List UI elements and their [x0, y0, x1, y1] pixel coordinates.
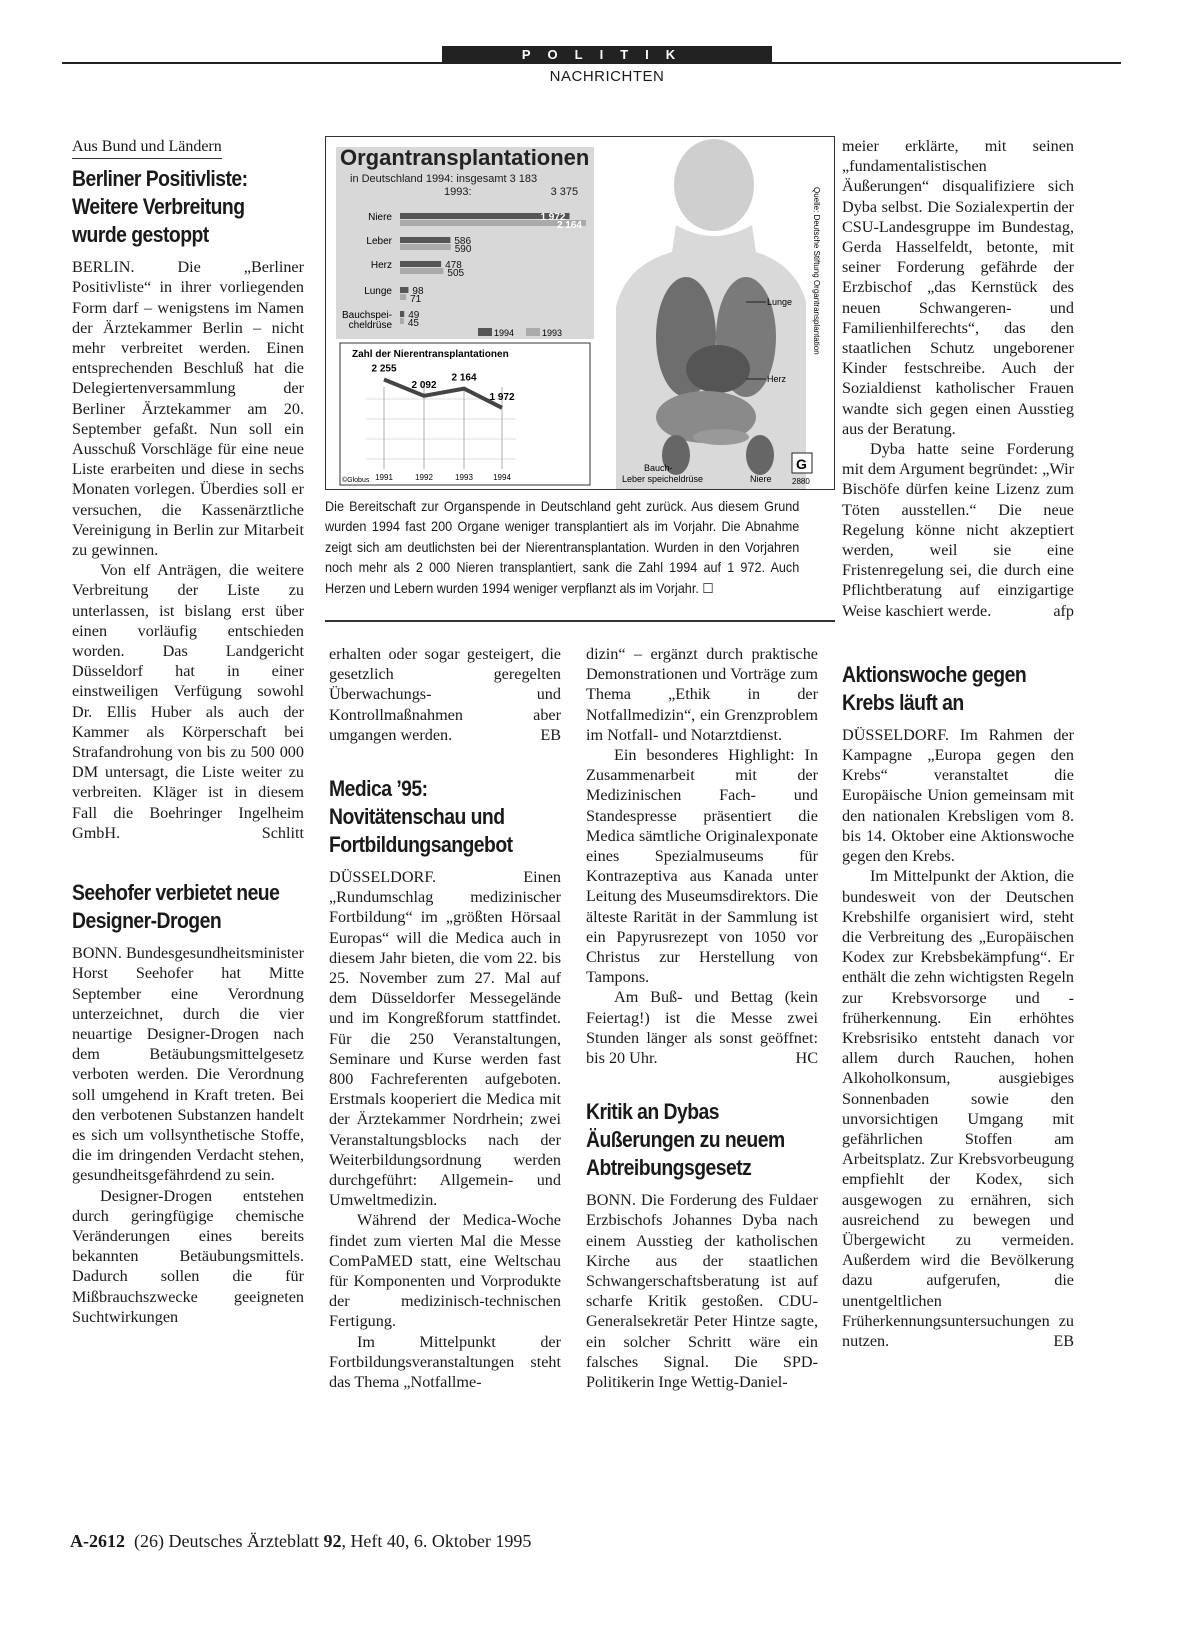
bar-1993-1 — [400, 244, 451, 250]
bar-1993-4 — [400, 318, 404, 324]
paragraph: Von elf Anträgen, die weitere Verbreitung der Liste zu unterlassen, ist bislang erst über einen vorläufig entschieden worden. Das Landgericht Düsseldorf hat in einer einstweiligen Verfügung sowohl Dr. Ellis Huber als auch der Kammer als Körperschaft bei Strafandrohung von bis zu 500 000 DM untersagt, die Liste weiter zu verbreiten. Kläger ist in diesem Fall die Boehringer Ingelheim GmbH. Schlitt — [72, 561, 304, 842]
organ-label-1: Leber — [366, 236, 392, 247]
bar-value-1993-1: 590 — [454, 244, 472, 255]
figure-subtitle-1993: 1993: 3 375 — [444, 186, 579, 198]
bar-value-1994-3: 98 — [412, 286, 424, 297]
body-silhouette — [616, 139, 806, 489]
paragraph: Im Mittelpunkt der Fortbildungsveranstaltungen steht das Thema „Notfallme- — [329, 1332, 561, 1392]
organ-label-2: Herz — [370, 260, 392, 271]
figure-caption: Die Bereitschaft zur Organspende in Deutschland geht zurück. Aus diesem Grund wurden 1994 fast 200 Organe weniger transplantiert als im Vorjahr. Die Abnahme zeigt sich am deutlichsten bei der Nierentransplantation. Wurden in den Vorjahren noch mehr als 2 000 Nieren transplantiert, sank die Zahl 1994 auf 1 972. Auch Herzen und Lebern wurden 1994 weniger verpflanzt als im Vorjahr. ☐ — [325, 499, 800, 596]
niere-year-label-0: 1991 — [375, 473, 393, 482]
organ-label-2-4: cheldrüse — [348, 320, 392, 331]
niere-chart-title: Zahl der Nierentransplantationen — [352, 349, 509, 360]
paragraph: BONN. Bundesgesundheitsminister Horst Seehofer hat Mitte September eine Verordnung unterzeichnet, durch die vier neuartige Designer-Drogen nach dem Betäubungsmittelgesetz verboten werden. Die Verordnung soll umgehend in Kraft treten. Bei den verbotenen Substanzen handelt es sich um vollsynthetische Stoffe, die im dringenden Verdacht stehen, gesundheitsgefährdend zu sein. — [72, 944, 305, 1185]
bar-1994-2 — [400, 261, 441, 267]
bar-1994-1 — [400, 237, 450, 243]
organ-label-0: Niere — [368, 212, 392, 223]
paragraph: DÜSSELDORF. Einen „Rundumschlag medizinischer Fortbildung“ im „größten Hörsaal Europas“ will die Medica auch in diesem Jahr bieten, die vom 22. bis 25. November zum 27. Mal auf dem Düsseldorfer Messegelände und im Kongreßforum stattfindet. Für die 250 Veranstaltungen, Seminare und Kurse werden fast 800 Fachreferenten aufgeboten. Erstmals kooperiert die Medica mit der Ärztekammer Nordrhein; zwei Veranstaltungsblocks nach der Weiterbildungsordnung werden durchgeführt: Allgemein- und Umweltmedizin. — [329, 868, 561, 1210]
article-title-dyba: Kritik an Dybas Äußerungen zu neuem Abtreibungsgesetz — [586, 1099, 785, 1181]
paragraph: Designer-Drogen entstehen durch geringfügige chemische Veränderungen eines bereits bekannten Betäubungsmittels. Dadurch sollen die für Mißbrauchszwecke geeigneten Suchtwirkungen — [72, 1186, 304, 1326]
niere-year-label-3: 1994 — [493, 473, 511, 482]
legend-1994: 1994 — [494, 328, 515, 338]
author-signature: afp — [1053, 601, 1074, 620]
author-signature: EB — [540, 725, 561, 744]
paragraph: Dyba hatte seine Forderung mit dem Argument begründet: „Wir Bischöfe dürfen keine Lizenz zum Töten ausstellen.“ Die neue Regelung könne nicht akzeptiert werden, weil sie eine Fristenregelung sei, die durch eine Pflichtberatung auf einzigartige Weise kaschiert werde. afp — [842, 440, 1074, 620]
infographic-organtransplantationen — [325, 136, 835, 490]
organ-label-4: Bauchspei- — [341, 310, 392, 321]
article-title-positivliste: Berliner Positivliste: Weitere Verbreitung wurde gestoppt — [72, 166, 248, 248]
globus-logo-glyph: G — [796, 456, 807, 472]
bar-value-1993-4: 45 — [407, 318, 419, 329]
article-title-krebs: Aktionswoche gegen Krebs läuft an — [842, 661, 1027, 715]
label-bauch: Bauch- — [644, 463, 673, 473]
legend-1993: 1993 — [542, 328, 563, 338]
bar-value-1993-3: 71 — [410, 294, 422, 305]
bar-1993-3 — [400, 294, 406, 300]
author-signature: Schlitt — [261, 823, 304, 842]
volume: 92 — [323, 1531, 342, 1551]
rubrik-label: NACHRICHTEN — [549, 68, 665, 85]
source-note: Quelle: Deutsche Stiftung Organtransplantation — [812, 187, 821, 355]
ressort-bar: POLITIK — [442, 46, 772, 63]
bar-value-1994-0: 1 972 — [540, 212, 566, 223]
paragraph: BERLIN. Die „Berliner Positivliste“ in ihrer vorliegenden Form darf – wenigstens im Namen der Ärztekammer Berlin – nicht mehr verbreitet werden. Einen entsprechenden Beschluß hat die Delegiertenversammlung der Berliner Ärztekammer am 20. September gefaßt. Nun soll ein Ausschuß Vorschläge für eine neue Liste erarbeiten und diese in sechs Monaten vorlegen. Überdies soll er versuchen, die Kassenärztliche Vereinigung in Berlin zur Mitarbeit zu gewinnen. — [72, 258, 304, 560]
author-signature: HC — [795, 1049, 818, 1068]
bar-1993-2 — [400, 268, 443, 274]
header-rule — [62, 62, 1121, 64]
paragraph: erhalten oder sogar gesteigert, die gesetzlich geregelten Überwachungs- und Kontrollmaßnahmen aber umgangen werden. EB — [329, 645, 561, 744]
article-title-medica: Medica ’95: Novitätenschau und Fortbildungsangebot — [329, 776, 513, 858]
bar-value-1994-4: 49 — [408, 310, 420, 321]
bar-value-1993-0: 2 164 — [556, 220, 582, 231]
author-signature: EB — [1053, 1331, 1074, 1350]
bar-1994-3 — [400, 287, 408, 293]
paragraph: Ein besonderes Highlight: In Zusammenarbeit mit der Medizinischen Fach- und Standespresse präsentiert die Medica sämtliche Originalexponate eines Spezialmuseums für Kontrazeptiva aus Kanada unter Leitung des Museumsdirektors. Die älteste Rarität in der Sammlung ist ein Papyrusrezept von 1050 vor Christus zur Herstellung von Tampons. — [586, 746, 818, 987]
figure-subtitle-1993-value: 3 375 — [550, 186, 579, 198]
paragraph: meier erklärte, mit seinen „fundamentalistischen Äußerungen“ disqualifiziere sich Dyba selbst. Die Sozialexpertin der CSU-Landesgruppe im Bundestag, Gerda Hasselfeldt, betonte, mit seiner Forderung gefährde der Erzbischof „das Kernstück des neuen Schwangeren- und Familienhilferechts“, das den staatlichen Schutz ungeborener Kinder festschreibe. Auch der Sozialdienst katholischer Frauen wandte sich gegen einen Ausstieg aus der Beratung. — [842, 137, 1074, 438]
figure-subtitle: in Deutschland 1994: insgesamt 3 183 — [350, 173, 538, 185]
column-1 — [72, 136, 304, 1327]
column-4 — [842, 136, 1074, 1351]
paragraph: DÜSSELDORF. Im Rahmen der Kampagne „Europa gegen den Krebs“ veranstaltet die Europäische Union gemeinsam mit den nationalen Krebsligen vom 8. bis 14. Oktober eine Aktionswoche gegen den Krebs. — [842, 725, 1074, 866]
organ-label-3: Lunge — [364, 286, 392, 297]
infographic-svg — [326, 137, 834, 489]
paragraph: BONN. Die Forderung des Fuldaer Erzbischofs Johannes Dyba nach einem Ausstieg der katholischen Kirche aus der staatlichen Schwangerschaftsberatung ist auf scharfe Kritik gestoßen. CDU-Generalsekretär Peter Hintze sagte, ein solcher Schritt wäre ein falsches Signal. Die SPD-Politikerin Inge Wettig-Daniel- — [586, 1191, 818, 1392]
niere-data-label-1: 2 092 — [411, 379, 437, 391]
paragraph: Während der Medica-Woche findet zum vierten Mal die Messe ComPaMED statt, eine Weltschau für Komponenten und Vorprodukte der medizinisch-technischen Fertigung. — [329, 1211, 561, 1331]
niere-year-label-1: 1992 — [415, 473, 433, 482]
figure-title: Organtransplantationen — [340, 145, 590, 170]
column-2 — [329, 644, 561, 1392]
caption-rule — [325, 620, 835, 622]
niere-data-label-0: 2 255 — [371, 363, 397, 375]
niere-year-label-2: 1993 — [455, 473, 473, 482]
label-niere: Niere — [750, 474, 772, 484]
legend-1993-swatch — [526, 328, 540, 336]
label-herz: Herz — [767, 374, 787, 384]
globus-number: 2880 — [792, 477, 810, 486]
niere-data-label-2: 2 164 — [451, 372, 477, 384]
globus-credit: ©Globus — [342, 477, 370, 484]
label-leber-speicheldruese: Leber speicheldrüse — [622, 474, 704, 484]
kicker: Aus Bund und Ländern — [72, 137, 222, 159]
label-lunge: Lunge — [767, 297, 793, 307]
bar-1994-4 — [400, 311, 404, 317]
end-mark: ☐ — [702, 580, 714, 596]
paragraph: Am Buß- und Bettag (kein Feiertag!) ist die Messe zwei Stunden länger als sonst geöffnet: bis 20 Uhr. HC — [586, 988, 818, 1068]
niere-data-label-3: 1 972 — [489, 391, 515, 403]
bar-value-1994-2: 478 — [445, 260, 462, 271]
page-number: A-2612 — [70, 1531, 125, 1551]
column-3 — [586, 644, 818, 1392]
legend-1994-swatch — [478, 328, 492, 336]
paragraph: dizin“ – ergänzt durch praktische Demonstrationen und Vorträge zum Thema „Ethik in der Notfallmedizin“, ein Grenzproblem im Notfall- und Notarztdienst. — [586, 645, 818, 744]
page-footer: A-2612 (26) Deutsches Ärzteblatt 92, Heft 40, 6. Oktober 1995 — [70, 1531, 532, 1551]
paragraph: Im Mittelpunkt der Aktion, die bundesweit von der Deutschen Krebshilfe organisiert wird, steht die Verbreitung des „Europäischen Kodex zur Krebsbekämpfung“. Er enthält die zehn wichtigsten Regeln zur Krebsvorsorge und -früherkennung. Ein erhöhtes Krebsrisiko entsteht danach vor allem durch Rauchen, hohen Alkoholkonsum, ausgiebiges Sonnenbaden sowie den unvorsichtigen Umgang mit gefährlichen Stoffen am Arbeitsplatz. Zur Krebsvorbeugung empfiehlt der Kodex, sich ausgewogen zu ernähren, sich ausreichend zu bewegen und Übergewicht zu vermeiden. Außerdem wird die Bevölkerung dazu aufgerufen, die unentgeltlichen Früherkennungsuntersuchungen zu nutzen. EB — [842, 867, 1074, 1350]
article-title-designer-drogen: Seehofer verbietet neue Designer-Drogen — [72, 880, 280, 934]
bar-value-1994-1: 586 — [454, 236, 472, 247]
bar-value-1993-2: 505 — [447, 268, 465, 279]
